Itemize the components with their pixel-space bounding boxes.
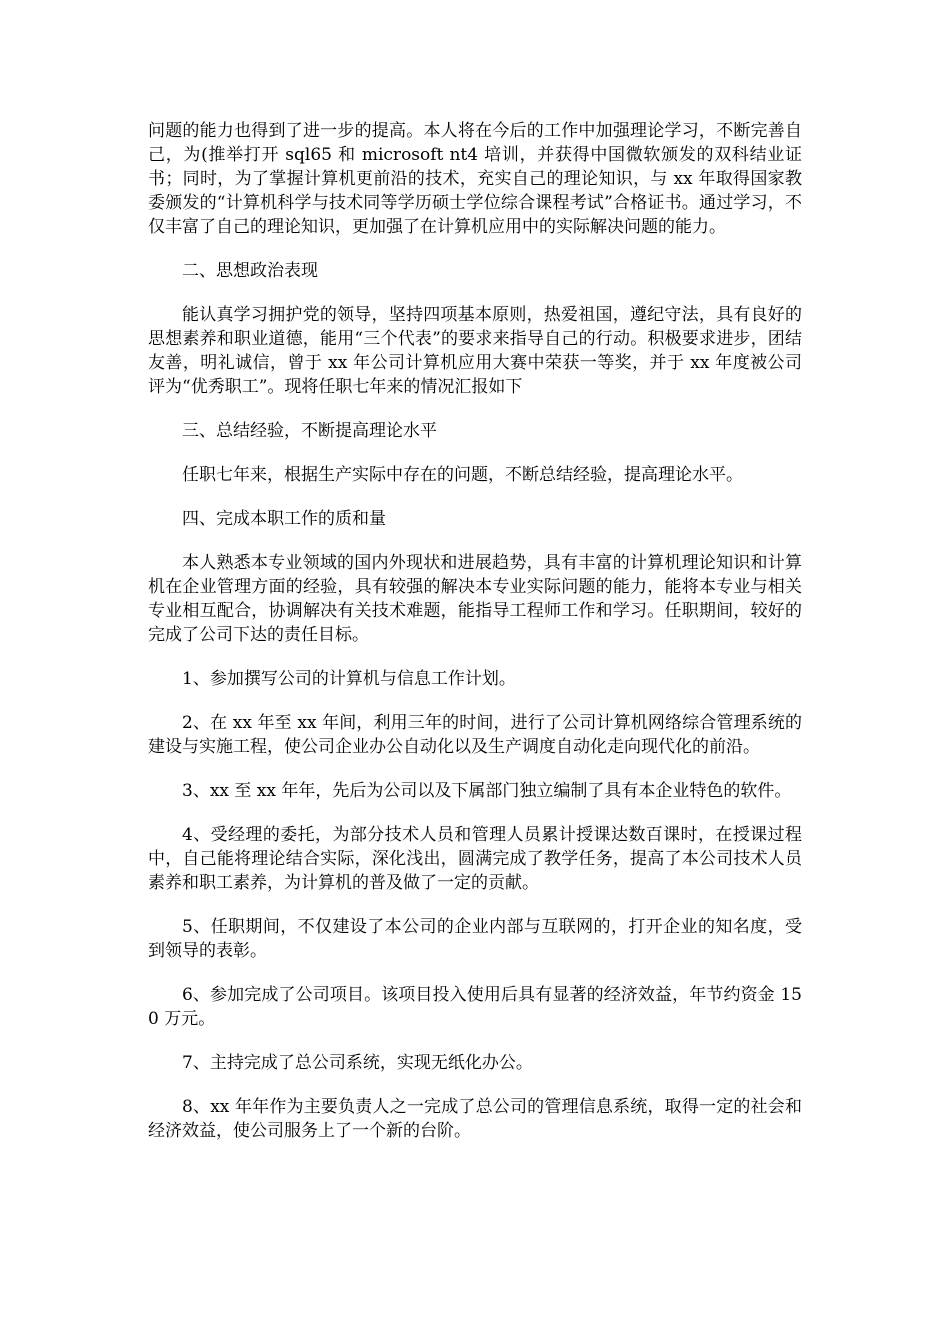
paragraph-work: 本人熟悉本专业领域的国内外现状和进展趋势，具有丰富的计算机理论知识和计算机在企业管理方面的经验，具有较强的解决本专业实际问题的能力，能将本专业与相关专业相互配合，协调解决有关技术难题，能指导工程师工作和学习。任职期间，较好的完成了公司下达的责任目标。 [148,553,802,645]
list-item-5: 5、任职期间，不仅建设了本公司的企业内部与互联网的，打开企业的知名度，受到领导的表彰。 [148,917,802,961]
list-item-6: 6、参加完成了公司项目。该项目投入使用后具有显著的经济效益，年节约资金 150 万元。 [148,985,802,1029]
list-item-4: 4、受经理的委托，为部分技术人员和管理人员累计授课达数百课时，在授课过程中，自己能将理论结合实际，深化浅出，圆满完成了教学任务，提高了本公司技术人员素养和职工素养，为计算机的普及做了一定的贡献。 [148,825,802,893]
section-heading-experience: 三、总结经验，不断提高理论水平 [182,421,437,441]
section-heading-work: 四、完成本职工作的质和量 [182,509,386,529]
paragraph-continuation: 问题的能力也得到了进一步的提高。本人将在今后的工作中加强理论学习，不断完善自己，为(推举打开 sql65 和 microsoft nt4 培训，并获得中国微软颁发的双科结业证书；同时，为了掌握计算机更前沿的技术，充实自己的理论知识，与 xx 年取得国家教委颁发的“计算机科学与技术同等学历硕士学位综合课程考试”合格证书。通过学习，不仅丰富了自己的理论知识，更加强了在计算机应用中的实际解决问题的能力。 [148,121,802,237]
paragraph-experience: 任职七年来，根据生产实际中存在的问题，不断总结经验，提高理论水平。 [182,465,743,485]
list-item-1: 1、参加撰写公司的计算机与信息工作计划。 [182,669,516,689]
list-item-8: 8、xx 年年作为主要负责人之一完成了总公司的管理信息系统，取得一定的社会和经济效益，使公司服务上了一个新的台阶。 [148,1097,802,1141]
list-item-3: 3、xx 至 xx 年年，先后为公司以及下属部门独立编制了具有本企业特色的软件。 [182,781,792,801]
section-heading-political: 二、思想政治表现 [182,261,318,281]
list-item-2: 2、在 xx 年至 xx 年间，利用三年的时间，进行了公司计算机网络综合管理系统的建设与实施工程，使公司企业办公自动化以及生产调度自动化走向现代化的前沿。 [148,713,802,757]
list-item-7: 7、主持完成了总公司系统，实现无纸化办公。 [182,1053,533,1073]
paragraph-political: 能认真学习拥护党的领导，坚持四项基本原则，热爱祖国，遵纪守法，具有良好的思想素养和职业道德，能用“三个代表”的要求来指导自己的行动。积极要求进步，团结友善，明礼诚信，曾于 xx 年公司计算机应用大赛中荣获一等奖，并于 xx 年度被公司评为“优秀职工”。现将任职七年来的情况汇报如下 [148,305,802,397]
